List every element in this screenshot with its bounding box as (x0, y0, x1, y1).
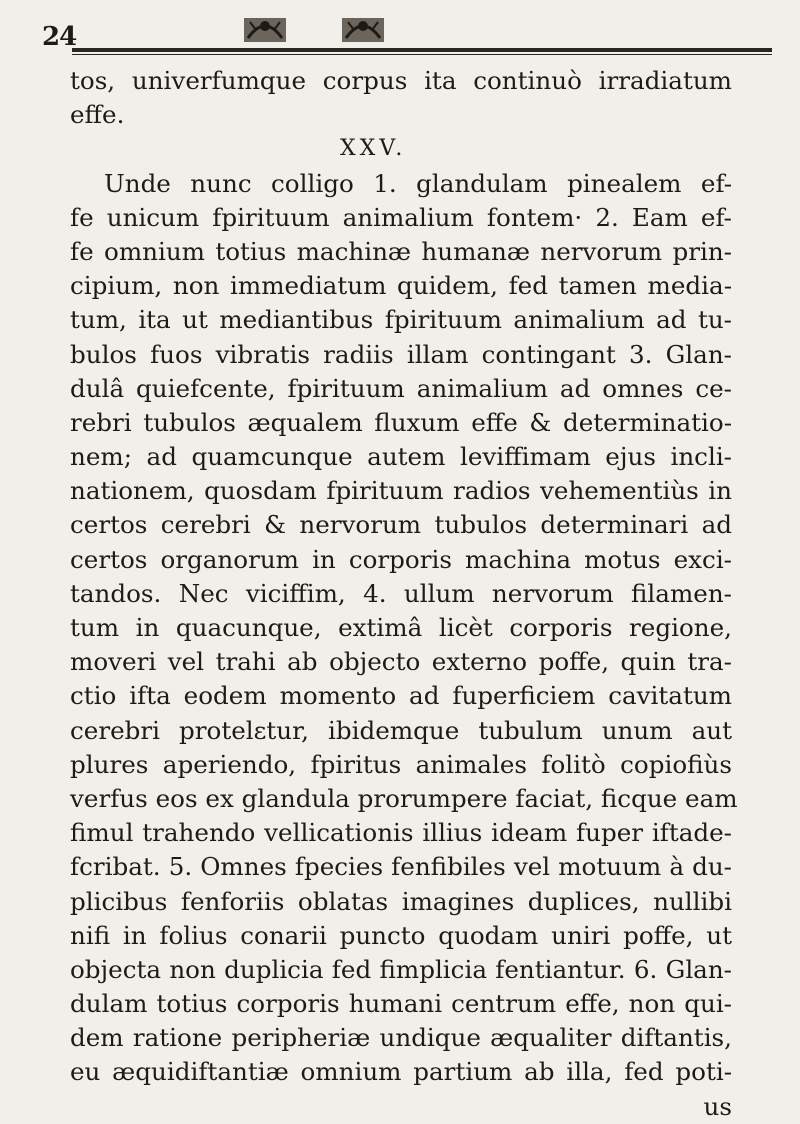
text-line: objecta non duplicia fed fimplicia fentiantur. 6. Glan- (70, 954, 732, 984)
text-line: plicibus fenforiis oblatas imagines duplices, nullibi (70, 886, 732, 916)
fleuron-ornament-icon (340, 12, 386, 46)
text-line: tos, univerfumque corpus ita continuò irradiatum (70, 66, 732, 95)
text-line: eu æquidiftantiæ omnium partium ab illa, fed poti- (70, 1057, 732, 1087)
text-line: moveri vel trahi ab objectο externo poffe, quin tra- (70, 647, 732, 677)
text-line: verfus eos ex glandula prorumpere faciat, ficque eam (70, 783, 738, 813)
text-line: tum in quacunque, extimâ licèt corporis regione, (70, 613, 732, 642)
text-line: tum, ita ut mediantibus fpirituum animalium ad tu- (70, 305, 732, 335)
text-line: dulâ quiefcente, fpirituum animalium ad omnes ce- (70, 373, 732, 403)
text-line: nem; ad quamcunque autem leviffimam ejus incli- (70, 442, 732, 472)
text-line: rebri tubulos æqualem fluxum effe & determinatio- (70, 407, 732, 437)
text-line: tandos. Nec viciffim, 4. ullum nervorum filamen- (70, 578, 732, 608)
page-header (42, 8, 772, 60)
text-line: ctio ifta eodem momento ad fuperficiem cavitatum (70, 681, 732, 711)
text-line: fe unicum fpirituum animalium fontem· 2. Eam ef- (70, 202, 732, 232)
text-line: fimul trahendo vellicationis illius ideam fuper iftade- (70, 818, 732, 848)
section-heading: XXV. (340, 136, 407, 162)
page-number: 24 (42, 22, 77, 52)
text-line: dulam totius corporis humani centrum effe, non qui- (70, 989, 732, 1019)
text-line: effe. (70, 100, 125, 130)
text-line: plures aperiendo, fpiritus animales folitò copiofiùs (70, 749, 732, 779)
fleuron-ornament-icon (242, 12, 288, 46)
text-line: bulos fuos vibratis radiis illam contingant 3. Glan- (70, 339, 732, 369)
text-line: certos cerebri & nervorum tubulos determinari ad (70, 510, 732, 540)
text-line: cerebri protelεtur, ibidemque tubulum unum aut (70, 715, 732, 745)
header-rule-thin (72, 54, 772, 55)
text-line: fcribat. 5. Omnes fpecies fenfibiles vel motuum à du- (70, 852, 732, 882)
text-line: dem ratione peripheriæ undique æqualiter diftantis, (70, 1023, 732, 1053)
text-line: Unde nunc colligo 1. glandulam pinealem ef- (104, 168, 732, 198)
body-text (70, 64, 738, 1124)
text-line: certos organorum in corporis machina motus exci- (70, 544, 732, 574)
header-rule (72, 48, 772, 52)
text-line: nifi in folius conarii puncto quodam uniri poffe, ut (70, 920, 732, 950)
text-line: cipium, non immediatum quidem, fed tamen media- (70, 271, 732, 301)
text-line: fe omnium totius machinæ humanæ nervorum prin- (70, 236, 732, 266)
text-line: nationem, quosdam fpirituum radios vehementiùs in (70, 476, 732, 506)
catchword: us (703, 1091, 732, 1121)
